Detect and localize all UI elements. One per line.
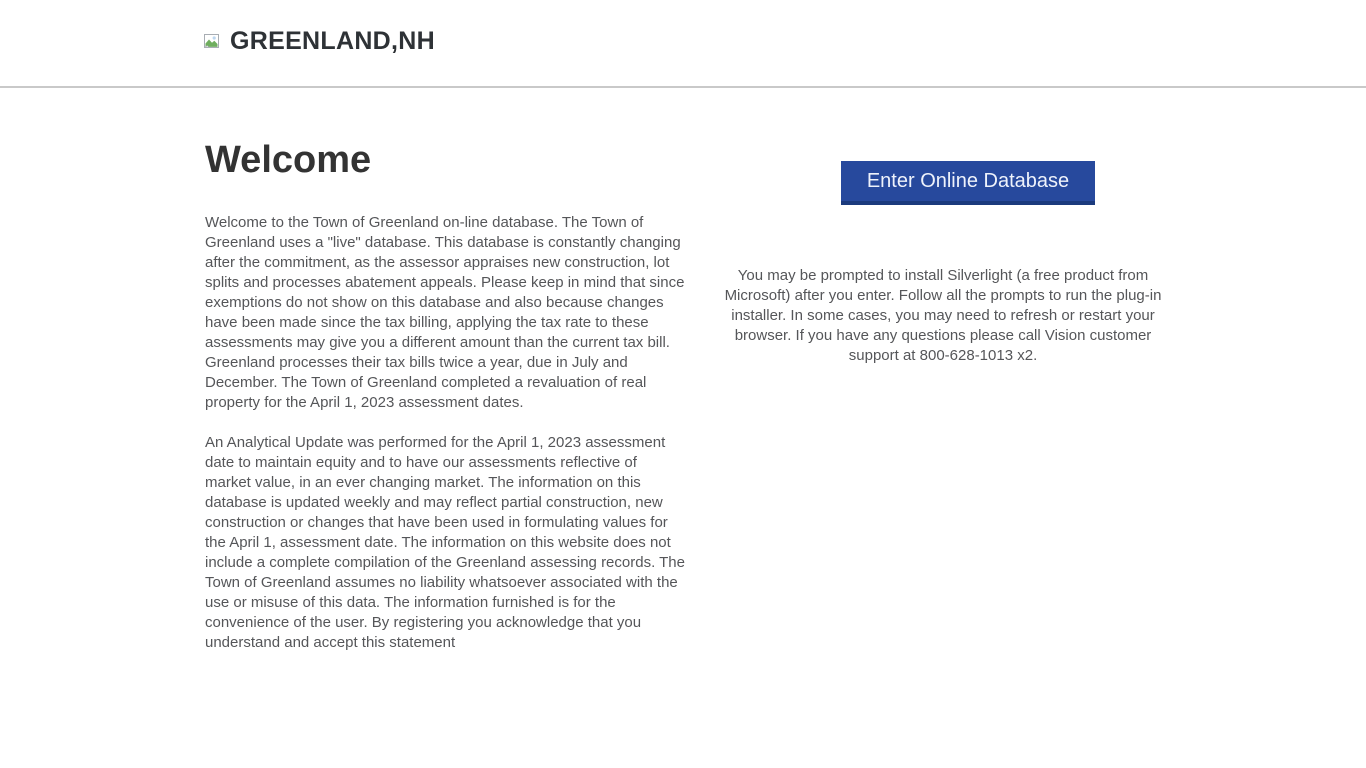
broken-image-icon xyxy=(204,34,219,49)
page-title: Welcome xyxy=(205,139,372,181)
silverlight-note: You may be prompted to install Silverlight (a free product from Microsoft) after you enter. Follow all the prompts to run the plug-in installer. In some cases, you may need to refresh or restart your browser. If you have any questions please call Vision customer support at 800-628-1013 x2. xyxy=(724,267,1162,364)
intro-text-column xyxy=(205,213,685,653)
intro-paragraph-1: Welcome to the Town of Greenland on-line database. The Town of Greenland uses a "live" database. This database is constantly changing after the commitment, as the assessor appraises new construction, lot splits and processes abatement appeals. Please keep in mind that since exemptions do not show on this database and also because changes have been made since the tax billing, applying the tax rate to these assessments may give you a different amount than the current tax bill. Greenland processes their tax bills twice a year, due in July and December. The Town of Greenland completed a revaluation of real property for the April 1, 2023 assessment dates. xyxy=(205,214,685,411)
site-header xyxy=(0,0,1366,88)
site-title: GREENLAND,NH xyxy=(230,27,435,55)
intro-paragraph-2: An Analytical Update was performed for the April 1, 2023 assessment date to maintain equity and to have our assessments reflective of market value, in an ever changing market. The information on this database is updated weekly and may reflect partial construction, new construction or changes that have been used in formulating values for the April 1, assessment date. The information on this website does not include a complete compilation of the Greenland assessing records. The Town of Greenland assumes no liability whatsoever associated with the use or misuse of this data. The information furnished is for the convenience of the user. By registering you acknowledge that you understand and accept this statement xyxy=(205,434,685,651)
site-brand xyxy=(204,27,435,56)
enter-online-database-button[interactable]: Enter Online Database xyxy=(841,161,1095,205)
